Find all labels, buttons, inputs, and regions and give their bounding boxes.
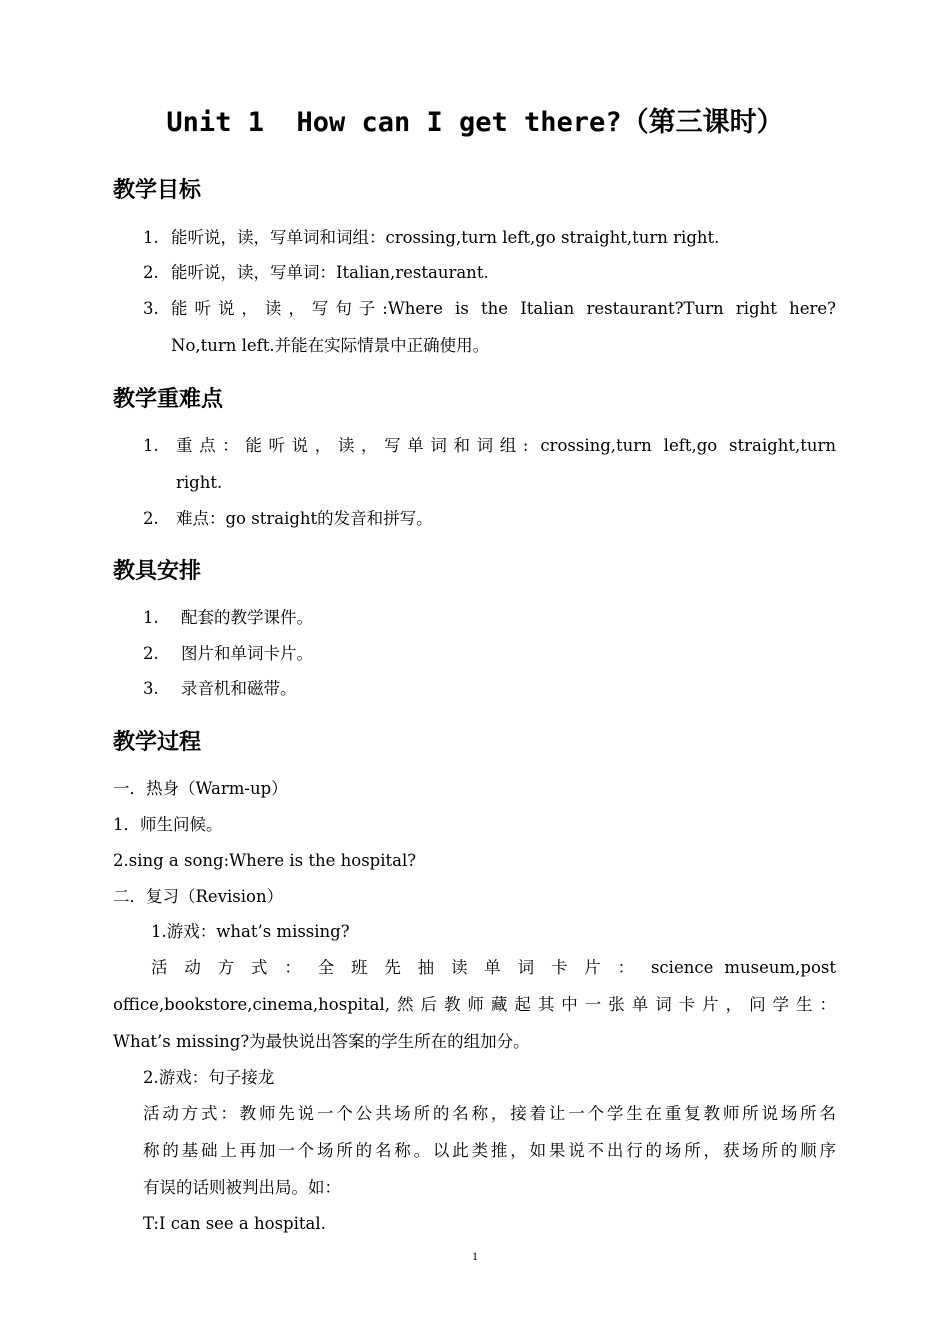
goal-1-text: 能听说，读，写单词和词组：crossing,turn left,go straight,turn right. <box>171 228 720 247</box>
goal-3-text-line1: 能听说，读，写句子:Where is the Italian restaurant?Turn right here? <box>171 299 836 318</box>
process-game-1-title: 1.游戏：what’s missing? <box>151 922 350 941</box>
goal-2-text: 能听说，读，写单词：Italian,restaurant. <box>171 263 489 282</box>
process-game-1-desc-line2: office,bookstore,cinema,hospital,然后教师藏起其中一张单词卡片，问学生： <box>113 995 836 1014</box>
process-game-2-desc-line1: 活动方式：教师先说一个公共场所的名称，接着让一个学生在重复教师所说场所名 <box>143 1104 836 1123</box>
tool-1-text: 配套的教学课件。 <box>181 608 313 627</box>
goal-3-text-line2: No,turn left.并能在实际情景中正确使用。 <box>171 336 490 355</box>
process-game-2-desc-line3: 有误的话则被判出局。如： <box>143 1178 341 1197</box>
keypoint-1-number: 1. <box>143 436 159 455</box>
heading-goals: 教学目标 <box>113 178 202 203</box>
keypoint-2-text: 难点：go straight的发音和拼写。 <box>176 509 433 528</box>
tool-1-number: 1. <box>143 608 159 627</box>
process-warmup-heading: 一．热身（Warm-up） <box>113 779 288 798</box>
process-game-1-desc-line1: 活 动 方 式 ： 全 班 先 抽 读 单 词 卡 片 ： science museum,post <box>151 958 836 977</box>
heading-keypoints: 教学重难点 <box>113 387 224 412</box>
process-game-2-title: 2.游戏：句子接龙 <box>143 1068 275 1087</box>
tool-3-number: 3. <box>143 679 159 698</box>
goal-3-number: 3. <box>143 299 159 318</box>
goal-2-number: 2. <box>143 263 159 282</box>
page-number: 1 <box>472 1249 478 1263</box>
process-game-1-desc-line3: What’s missing?为最快说出答案的学生所在的组加分。 <box>113 1032 530 1051</box>
process-song: 2.sing a song:Where is the hospital? <box>113 851 417 870</box>
tool-2-text: 图片和单词卡片。 <box>181 644 313 663</box>
process-greeting: 1．师生问候。 <box>113 815 223 834</box>
keypoint-1-text-line1: 重点：能听说，读，写单词和词组: crossing,turn left,go straight,turn <box>176 436 836 455</box>
heading-process: 教学过程 <box>113 730 202 755</box>
tool-3-text: 录音机和磁带。 <box>181 679 297 698</box>
process-game-2-desc-line2: 称的基础上再加一个场所的名称。以此类推，如果说不出行的场所，获场所的顺序 <box>143 1141 836 1160</box>
tool-2-number: 2. <box>143 644 159 663</box>
document-title: Unit 1 How can I get there?（第三课时） <box>166 107 784 138</box>
keypoint-1-text-line2: right. <box>176 473 223 492</box>
process-example-line: T:I can see a hospital. <box>143 1214 326 1233</box>
keypoint-2-number: 2. <box>143 509 159 528</box>
process-revision-heading: 二．复习（Revision） <box>113 887 284 906</box>
goal-1-number: 1. <box>143 228 159 247</box>
heading-tools: 教具安排 <box>113 559 202 584</box>
